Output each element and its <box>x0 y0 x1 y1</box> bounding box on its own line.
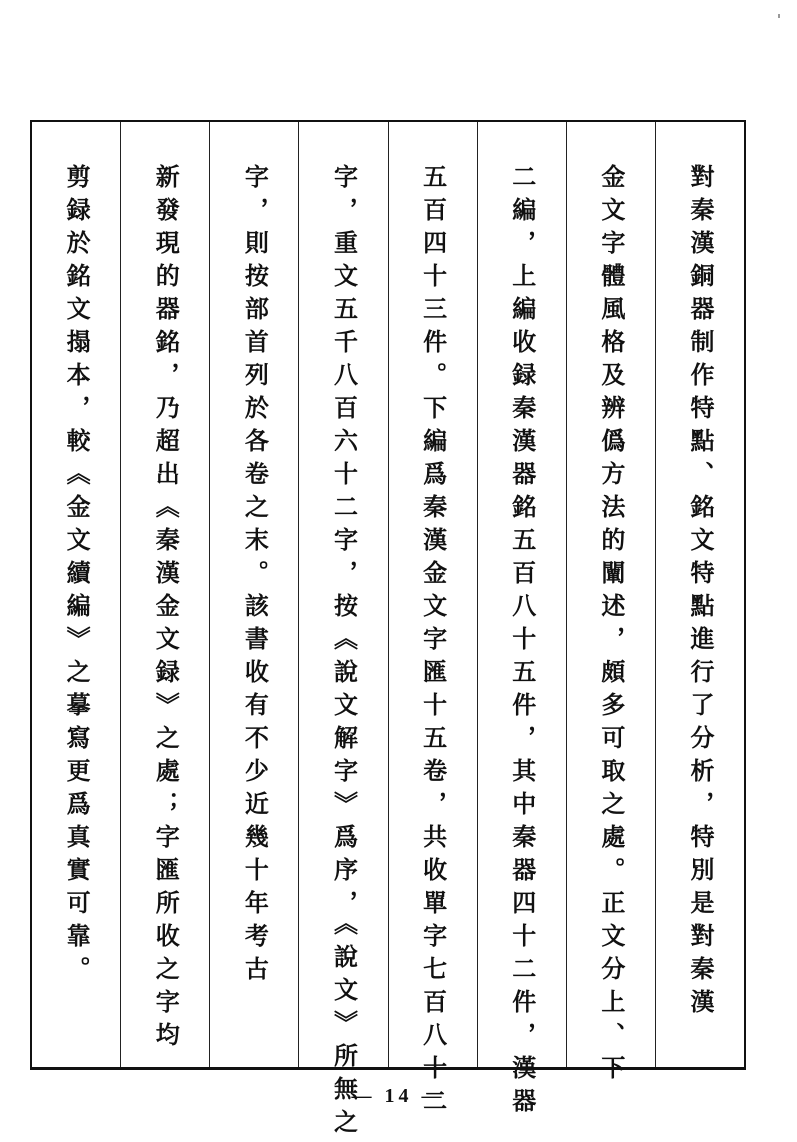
column-text: 新發現的器銘，乃超出《秦漢金文録》之處；字匯所收之字均 <box>151 164 181 1055</box>
text-column-2 <box>566 122 655 1088</box>
page-number: — 14 — <box>351 1085 446 1107</box>
column-text: 金文字體風格及辨僞方法的闡述，頗多可取之處。正文分上、下 <box>596 164 626 1088</box>
text-column-6 <box>209 122 298 1067</box>
column-text: 五百四十三件。下編爲秦漢金文字匯十五卷，共收單字七百八十二 <box>418 164 448 1121</box>
column-text: 對秦漢銅器制作特點、銘文特點進行了分析，特別是對秦漢 <box>685 164 715 1022</box>
text-column-1 <box>655 122 744 1067</box>
column-text: 二編，上編收録秦漢器銘五百八十五件，其中秦器四十二件，漢器 <box>507 164 537 1121</box>
text-column-3 <box>477 122 566 1121</box>
column-text: 字，重文五千八百六十二字，按《說文解字》爲序，《說文》所無之 <box>329 164 359 1142</box>
text-column-5 <box>298 122 387 1142</box>
text-column-7 <box>120 122 209 1067</box>
scan-speck <box>778 14 780 18</box>
text-column-8 <box>32 122 120 1067</box>
column-text: 字，則按部首列於各卷之末。該書收有不少近幾十年考古 <box>240 164 270 989</box>
column-text: 剪録於銘文搨本，較《金文續編》之摹寫更爲真實可靠。 <box>62 164 92 989</box>
